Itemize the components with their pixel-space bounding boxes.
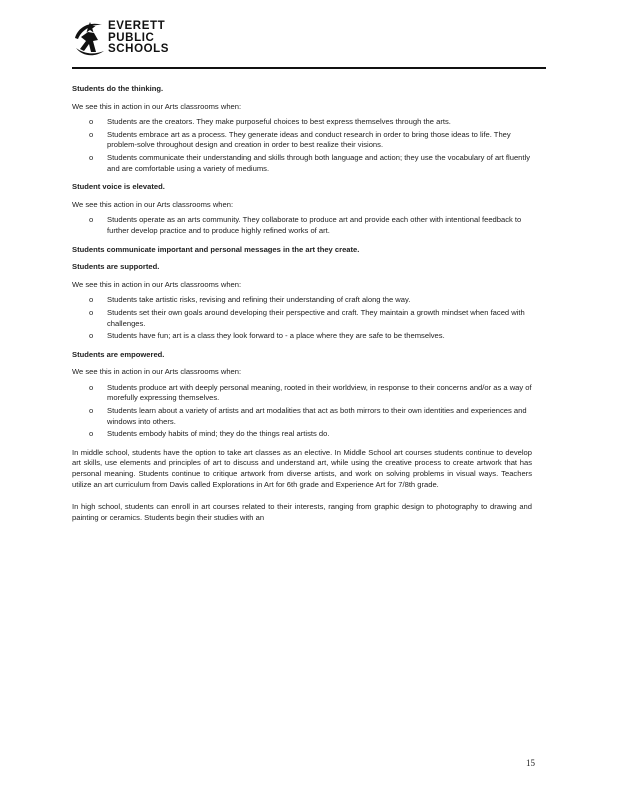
list-item-text: Students produce art with deeply personal meaning, rooted in their worldview, in response to their concerns and/or as a way of morefully expressing themselves. [107,382,532,403]
list-item-text: Students learn about a variety of artists and art modalities that act as both mirrors to their own identities and experiences and windows into others. [107,406,527,426]
section-heading: Students are supported. [72,262,160,272]
section-intro: We see this in action in our Arts classrooms when: [72,101,242,111]
section-intro: We see this in action in our Arts classrooms when: [72,367,242,377]
logo-line: PUBLIC [108,31,155,44]
bullet-list [72,295,532,341]
high-school-paragraph: In high school, students can enroll in art courses related to their interests, ranging from graphic design to photography to drawing and painting or ceramics. Students begin their studies with an [72,502,532,522]
bullet-list [72,383,532,440]
everett-logo-icon [72,18,108,60]
list-item [72,308,532,329]
section-heading: Students communicate important and personal messages in the art they create. [72,244,360,254]
section-heading: Student voice is elevated. [72,182,165,192]
bullet-mark: o [89,406,94,416]
list-item [72,130,532,151]
bullet-mark: o [89,117,94,127]
bullet-list [72,117,532,174]
section-communicate [72,245,532,256]
section-voice [72,182,532,236]
bullet-mark: o [89,129,94,139]
page-body [72,84,532,535]
list-item-text: Students embody habits of mind; they do the things real artists do. [107,429,330,439]
list-item-text: Students communicate their understanding and skills through both language and action; they use the vocabulary of art fluently and are comfortable using a variety of mediums. [107,152,530,173]
bullet-mark: o [89,331,94,341]
bullet-mark: o [89,307,94,317]
bullet-mark: o [89,382,94,392]
list-item [72,295,532,306]
bullet-list [72,215,532,236]
list-item-text: Students are the creators. They make purposeful choices to best express themselves through the arts. [107,117,451,127]
logo-wordmark [108,21,169,56]
list-item [72,406,532,427]
section-heading: Students do the thinking. [72,84,164,93]
page-number: 15 [526,758,535,768]
logo-line: SCHOOLS [108,43,170,55]
bullet-mark: o [89,295,94,305]
list-item [72,215,532,236]
header-divider [72,67,546,69]
bullet-mark: o [89,152,94,162]
list-item [72,331,532,342]
list-item-text: Students operate as an arts community. They collaborate to produce art and provide each other with intentional feedback to further develop practice and to produce highly refined works of art. [107,215,522,235]
section-thinking [72,84,532,174]
section-supported [72,262,532,342]
logo-line: EVERETT [108,20,166,32]
section-heading: Students are empowered. [72,349,165,359]
page-header [72,18,546,68]
bullet-mark: o [89,215,94,225]
list-item-text: Students have fun; art is a class they look forward to - a place where they are safe to be themselves. [107,331,445,341]
bullet-mark: o [89,429,94,439]
list-item-text: Students set their own goals around developing their perspective and craft. They maintain a growth mindset when faced with challenges. [107,307,525,328]
section-empowered [72,350,532,440]
list-item [72,117,532,128]
section-intro: We see this in action in our Arts classrooms when: [72,279,242,289]
middle-school-paragraph: In middle school, students have the option to take art classes as an elective. In Middle School art courses students continue to develop art skills, use elements and principles of art to discuss and understand art, while using the creative process to create artwork that has personal meaning. Students continue to critique artwork from diverse artists, and work on solving problems in visual ways. Teachers utilize an art curriculum from Davis called Explorations in Art for 6th grade and Experience Art for 7/8th grade. [72,447,532,489]
section-intro: We see this action in our Arts classrooms when: [72,199,234,209]
list-item-text: Students embrace art as a process. They generate ideas and conduct research in order to bring those ideas to life. They problem-solve throughout design and creation in order to best realize their visions. [107,129,511,150]
list-item [72,429,532,440]
list-item-text: Students take artistic risks, revising and refining their understanding of craft along the way. [107,295,411,305]
list-item [72,383,532,404]
list-item [72,153,532,174]
